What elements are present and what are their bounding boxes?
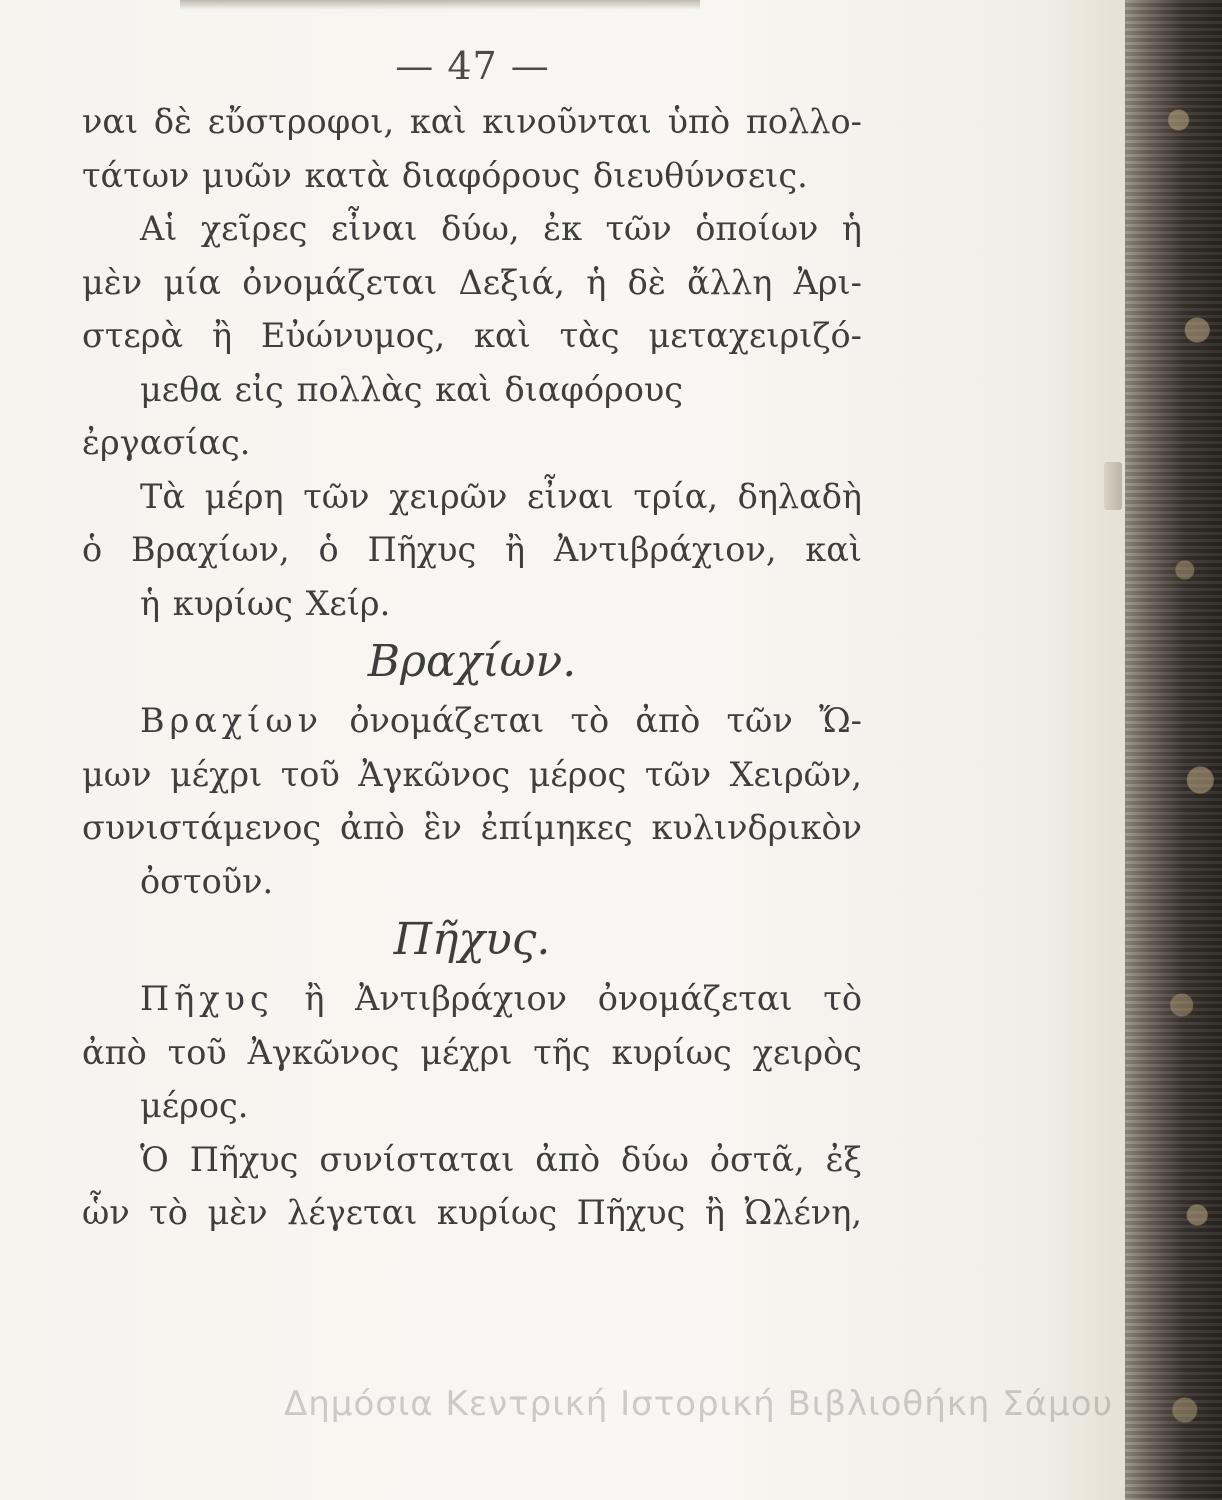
- paragraph-4-line-1-rest: ὀνομάζεται τὸ ἀπὸ τῶν Ὤ-: [323, 701, 862, 740]
- page-top-shadow: [180, 0, 700, 10]
- paragraph-5-line-1-rest: ἢ Ἀντιβράχιον ὀνομάζεται τὸ: [273, 979, 862, 1018]
- paragraph-4-line-1: [140, 701, 862, 740]
- section-heading-brachion: Βραχίων.: [367, 636, 577, 687]
- page-body: [82, 95, 862, 1240]
- page-clasp-mark: [1104, 462, 1122, 510]
- paragraph-6-line-2: ὧν τὸ μὲν λέγεται κυρίως Πῆχυς ἢ Ὠλένη,: [82, 1193, 862, 1232]
- page-number: — 47 —: [395, 44, 550, 88]
- paragraph-4-line-2: μων μέχρι τοῦ Ἀγκῶνος μέρος τῶν Χειρῶν,: [82, 754, 862, 794]
- book-cover-pattern: [1160, 0, 1222, 1500]
- library-watermark: Δημόσια Κεντρική Ιστορική Βιβλιοθήκη Σάμου: [284, 1384, 1114, 1424]
- paragraph-3-line-3: ἡ κυρίως Χείρ.: [140, 583, 391, 623]
- paragraph-4: [82, 694, 862, 908]
- paragraph-5: [82, 972, 862, 1133]
- paragraph-3: [82, 470, 862, 631]
- paragraph-4-line-3: συνιστάμενος ἀπὸ ἓν ἐπίμηκες κυλινδρικὸν: [82, 808, 862, 847]
- paragraph-3-line-2: ὁ Βραχίων, ὁ Πῆχυς ἢ Ἀντιβράχιον, καὶ: [82, 530, 862, 569]
- paragraph-5-line-3: μέρος.: [140, 1086, 249, 1125]
- paragraph-2-line-2: μὲν μία ὀνομάζεται Δεξιά, ἡ δὲ ἄλλη Ἀρι-: [82, 262, 862, 302]
- paragraph-4-line-4: ὀστοῦν.: [140, 861, 274, 901]
- paragraph-5-line-1: [140, 979, 862, 1018]
- paragraph-4-term: Βραχίων: [140, 701, 324, 740]
- paragraph-1-line-2: τάτων μυῶν κατὰ διαφόρους διευθύνσεις.: [82, 155, 808, 195]
- paragraph-2-line-1: Αἱ χεῖρες εἶναι δύω, ἐκ τῶν ὁποίων ἡ: [140, 209, 862, 248]
- paragraph-2-line-4: μεθα εἰς πολλὰς καὶ διαφόρους ἐργασίας.: [82, 369, 684, 462]
- paragraph-2: [82, 202, 862, 470]
- section-heading-pechys: Πῆχυς.: [393, 914, 551, 965]
- paragraph-5-line-2: ἀπὸ τοῦ Ἀγκῶνος μέχρι τῆς κυρίως χειρὸς: [82, 1032, 862, 1072]
- paragraph-1-line-1: ναι δὲ εὔστροφοι, καὶ κινοῦνται ὑπὸ πολλο-: [82, 102, 862, 141]
- paragraph-6-line-1: Ὁ Πῆχυς συνίσταται ἀπὸ δύω ὀστᾶ, ἐξ: [140, 1139, 862, 1179]
- paragraph-5-term: Πῆχυς: [140, 979, 274, 1018]
- paragraph-6: [82, 1133, 862, 1240]
- paragraph-2-line-3: στερὰ ἢ Εὐώνυμος, καὶ τὰς μεταχειριζό-: [82, 316, 862, 355]
- paragraph-1: [82, 95, 862, 202]
- paragraph-3-line-1: Τὰ μέρη τῶν χειρῶν εἶναι τρία, δηλαδὴ: [140, 476, 862, 516]
